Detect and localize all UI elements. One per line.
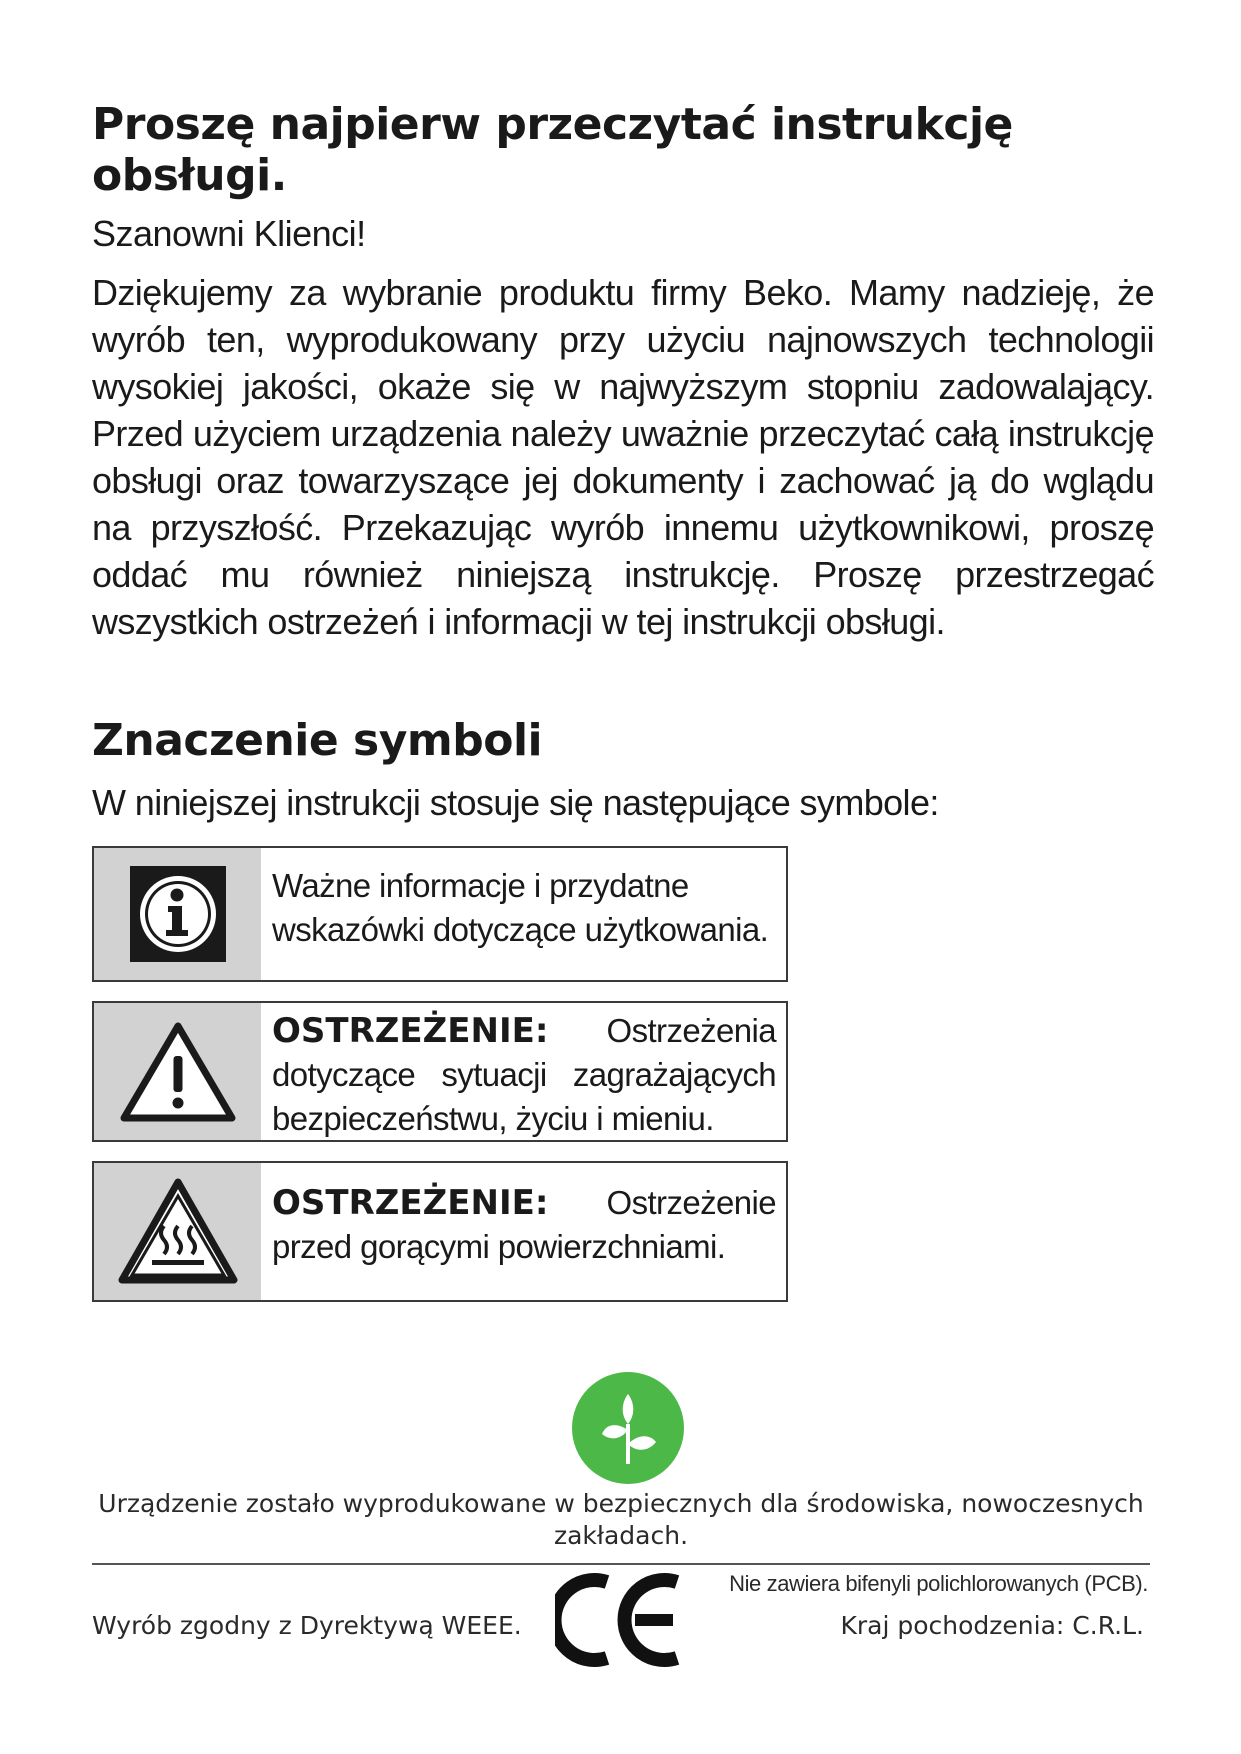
intro-paragraph: Dziękujemy za wybranie produktu firmy Beko. Mamy nadzieję, że wyrób ten, wyprodukowany przy użyciu najnowszych technologii wysokiej jakości, okaże się w najwyższym stopniu zadowalający. Przed użyciem urządzenia należy uważnie przeczytać całą instrukcję obsługi oraz towarzyszące jej dokumenty i zachować ją do wglądu na przyszłość. Przekazując wyrób innemu użytkownikowi, proszę oddać mu również niniejszą instrukcję. Proszę przestrzegać wszystkich ostrzeżeń i informacji w tej instrukcji obsługi. [92, 272, 1154, 643]
warning-label: OSTRZEŻENIE: [272, 1183, 549, 1224]
greeting: Szanowni Klienci! [92, 213, 366, 255]
symbol-warning-text: Ostrzeżenia dotyczące sytuacji zagrażających bezpieczeństwu, życiu i mieniu. [272, 1012, 776, 1138]
symbol-hot-text-block [272, 1169, 776, 1269]
symbol-text-cell [261, 848, 786, 980]
warning-label: OSTRZEŻENIE: [272, 1011, 549, 1052]
symbol-icon-cell [94, 848, 261, 980]
symbols-section-title: Znaczenie symboli [92, 715, 543, 767]
symbol-warning-text-block [272, 1009, 776, 1141]
hot-surface-icon [116, 1176, 240, 1288]
symbols-list [92, 846, 788, 1302]
symbol-info-text: Ważne informacje i przydatne wskazówki dotyczące użytkowania. [272, 867, 769, 949]
symbol-text-cell [261, 1003, 786, 1140]
symbol-icon-cell [94, 1163, 261, 1300]
symbol-icon-cell [94, 1003, 261, 1140]
leaf-eco-icon [572, 1372, 684, 1484]
symbols-section-lead: W niniejszej instrukcji stosuje się następujące symbole: [92, 782, 939, 824]
page-title: Proszę najpierw przeczytać instrukcję obsługi. [92, 99, 1013, 201]
eco-statement: Urządzenie zostało wyprodukowane w bezpiecznych dla środowiska, nowoczesnych zakładach. [98, 1489, 1144, 1550]
page-content [92, 100, 1154, 1321]
warning-triangle-icon [118, 1020, 238, 1124]
symbol-info-box [92, 846, 788, 982]
symbol-hot-text: Ostrzeżenie przed gorącymi powierzchniami. [272, 1184, 776, 1266]
ce-mark-icon [555, 1572, 685, 1668]
symbol-warning-box [92, 1001, 788, 1142]
weee-statement: Wyrób zgodny z Dyrektywą WEEE. [92, 1611, 522, 1640]
pcb-statement: Nie zawiera bifenyli polichlorowanych (PCB). [729, 1571, 1148, 1596]
origin-statement: Kraj pochodzenia: C.R.L. [840, 1611, 1144, 1640]
info-icon [130, 866, 226, 962]
symbol-text-cell [261, 1163, 786, 1300]
footer-divider [92, 1563, 1150, 1565]
symbol-hot-surface-box [92, 1161, 788, 1302]
